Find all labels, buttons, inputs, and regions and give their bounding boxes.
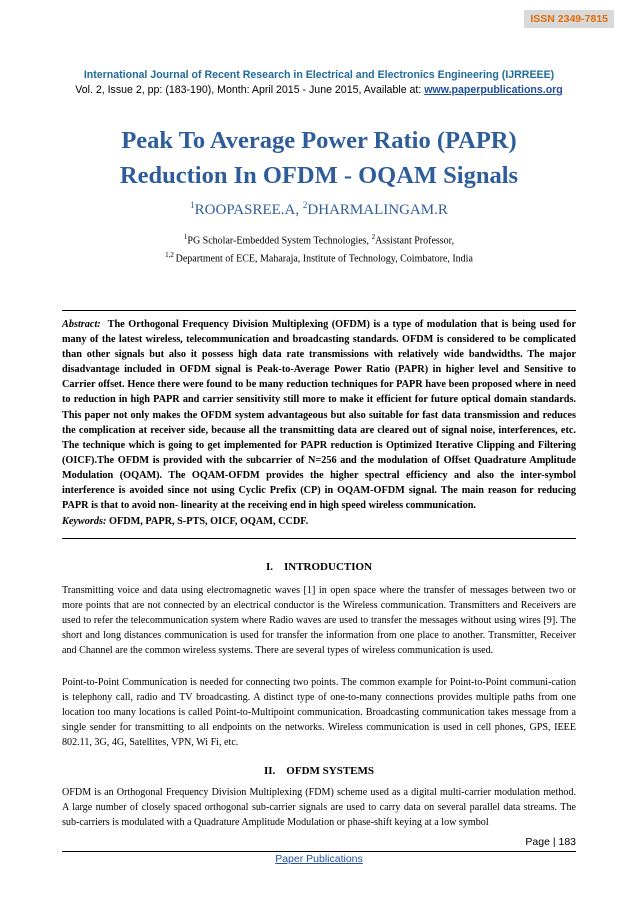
page-number: Page | 183 xyxy=(525,836,576,848)
affiliation-line-1 xyxy=(0,230,638,248)
footer-rule xyxy=(62,851,576,852)
journal-volume-line xyxy=(0,83,638,98)
intro-paragraph-1: Transmitting voice and data using electromagnetic waves [1] in open space where the transfer of messages between two or more points that are not connected by an electrical conductor is the Wireless communication. Transmitters and Receivers are used to refer the telecommunication system where Radio waves are used to transfer the messages without using wires [9]. The short and long distances communication is used for transfer the information from one place to another. Transmitter, Receiver and Channel are the common wireless systems. There are several types of wireless communication is used. xyxy=(62,585,576,657)
keywords xyxy=(62,516,576,527)
affiliations xyxy=(0,230,638,267)
title-line-1: Peak To Average Power Ratio (PAPR) xyxy=(121,127,517,154)
authors xyxy=(0,200,638,219)
intro-paragraph-2: Point-to-Point Communication is needed for connecting two points. The common example for Point-to-Point communi-cation is telephony call, radio and TV broadcasting. A distinct type of one-to-many connections provides multiple paths from one location too many locations is called Point-to-Multipoint communication. Broadcasting communication takes message from a single sender for transmitting to all endpoints on the networks. Wireless communication is used in cell phones, GPS, IEEE 802.11, 3G, 4G, Satellites, VPN, Wi Fi, etc. xyxy=(62,677,576,749)
abstract-text: The Orthogonal Frequency Division Multiplexing (OFDM) is a type of modulation that is being used for many of the latest wireless, telecommunication and broadcasting standards. OFDM is considered to be complicated than other signals but also it possess high data rate transmissions with relatively wide bandwidths. The major disadvantage included in OFDM signal is Peak-to-Average Power Ratio (PAPR) in higher level and Sensitive to Carrier offset. Hence there were found to be many reduction techniques for PAPR have been proposed where in need to reduction in high PAPR and carrier sensitivity still more to make it efficient for future optical domain standards. This paper not only makes the OFDM system advantageous but also suitable for fast data transmission and reduces the complication at receiver side, because all the transmitting data are cleared out of signal noise, interferences, etc. The technique which is going to get implemented for PAPR reduction is Optimized Iterative Clipping and Filtering (OICF).The OFDM is provided with the subcarrier of N=256 and the modulation of Offset Quadrature Amplitude Modulation (OQAM). The OQAM-OFDM provides the higher spectral efficiency and also the inter-symbol interference is avoided since not using Cyclic Prefix (CP) in OQAM-OFDM signal. The main reason for reducing PAPR is that to avoid non- linearity at the receiving end in high speed wireless communication. xyxy=(62,319,576,512)
footer-publisher-link[interactable]: Paper Publications xyxy=(275,853,363,865)
title-line-2: Reduction In OFDM - OQAM Signals xyxy=(119,162,519,189)
journal-name: International Journal of Recent Research in Electrical and Electronics Engineering (IJRREEE) xyxy=(83,69,555,81)
author2-sup: 2 xyxy=(302,200,308,210)
abstract xyxy=(62,317,576,513)
affil1-text: PG Scholar-Embedded System Technologies, xyxy=(187,235,372,247)
author1-name: ROOPASREE.A, xyxy=(194,202,303,218)
abstract-label: Abstract: xyxy=(62,319,101,330)
ofdm-paragraph-1: OFDM is an Orthogonal Frequency Division Multiplexing (FDM) scheme used as a digital multi-carrier modulation method. A large number of closely spaced orthogonal sub-carrier signals are used to carry data on several parallel data streams. The sub-carriers is modulated with a Quadrature Amplitude Modulation or phase-shift keying at a low symbol xyxy=(62,787,576,829)
affil-dept-sup: 1,2 xyxy=(165,251,176,260)
issn-badge: ISSN 2349-7815 xyxy=(524,10,614,28)
section-heading-introduction: I. INTRODUCTION xyxy=(265,561,373,573)
keywords-label: Keywords: xyxy=(62,516,107,527)
section-heading-ofdm: II. OFDM SYSTEMS xyxy=(263,765,375,777)
journal-header xyxy=(0,68,638,98)
affiliation-line-2 xyxy=(0,248,638,266)
author2-name: DHARMALINGAM.R xyxy=(307,202,448,218)
keywords-text: OFDM, PAPR, S-PTS, OICF, OQAM, CCDF. xyxy=(108,516,309,527)
author1-sup: 1 xyxy=(190,200,195,210)
affil-dept-text: Department of ECE, Maharaja, Institute of Technology, Coimbatore, India xyxy=(175,253,473,265)
affil1-sup: 1 xyxy=(183,233,188,241)
paper-title xyxy=(0,123,638,193)
affil2-text: Assistant Professor, xyxy=(375,235,455,247)
abstract-bottom-rule xyxy=(62,538,576,539)
abstract-top-rule xyxy=(62,310,576,311)
journal-url-link[interactable]: www.paperpublications.org xyxy=(424,84,563,96)
volume-info: Vol. 2, Issue 2, pp: (183-190), Month: April 2015 - June 2015, Available at: xyxy=(75,84,425,96)
affil2-sup: 2 xyxy=(371,233,376,241)
